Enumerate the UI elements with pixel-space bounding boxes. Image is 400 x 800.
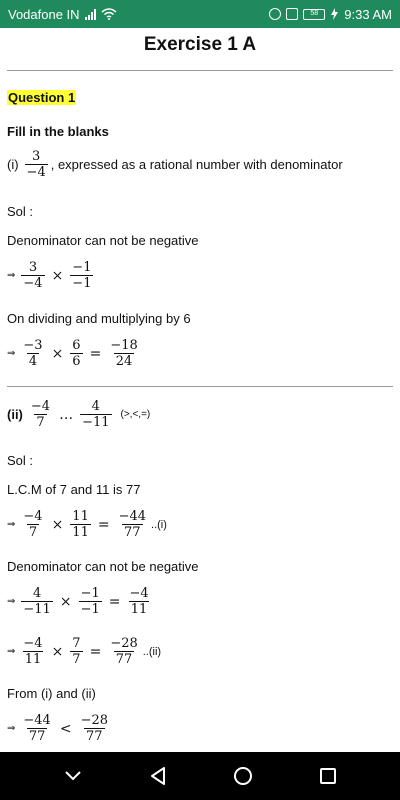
fraction: [70, 338, 82, 369]
chevron-down-icon: [64, 770, 82, 782]
operator: ×: [51, 516, 64, 533]
operator: ×: [59, 593, 72, 610]
operator: ×: [51, 345, 64, 362]
back-button[interactable]: [138, 756, 178, 796]
back-icon: [149, 766, 167, 786]
fraction: [21, 636, 44, 667]
denominator: −4: [23, 276, 43, 291]
part1-note1: Denominator can not be negative: [7, 233, 199, 248]
numerator: −4: [30, 399, 51, 414]
denominator: 11: [130, 602, 148, 617]
numerator: −4: [23, 636, 43, 651]
part1-eq1: [7, 260, 96, 291]
part2-eq2: [7, 586, 154, 617]
denominator: 77: [115, 652, 133, 667]
fraction: [80, 399, 111, 430]
page-title: Exercise 1 A: [143, 34, 257, 55]
equals-sign: =: [89, 345, 102, 362]
numerator: 4: [32, 586, 42, 601]
ellipsis: …: [59, 406, 74, 423]
operator: ×: [51, 267, 64, 284]
part2-label: (ii): [7, 407, 23, 422]
denominator: −11: [23, 602, 51, 617]
wifi-icon: [101, 8, 117, 20]
part2-eq1: [7, 509, 167, 540]
charging-icon: [330, 8, 339, 20]
fraction: [21, 509, 44, 540]
home-icon: [233, 766, 253, 786]
equals-sign: =: [108, 593, 121, 610]
equals-sign: =: [97, 516, 110, 533]
fraction: [70, 260, 93, 291]
status-bar: [0, 0, 400, 28]
status-right: [269, 7, 392, 22]
implies-icon: ⇒: [7, 646, 16, 657]
denominator: 7: [36, 415, 45, 430]
fraction: [29, 399, 52, 430]
numerator: −28: [80, 713, 108, 728]
part2-question: [7, 399, 150, 430]
numerator: −1: [80, 586, 100, 601]
fraction: [21, 586, 52, 617]
denominator: −1: [72, 276, 92, 291]
navigation-bar: [0, 752, 400, 800]
question-label-row: [7, 90, 76, 105]
part1-question: [7, 149, 343, 180]
vibrate-icon: [286, 8, 298, 20]
fraction: [70, 509, 91, 540]
numerator: −1: [72, 260, 92, 275]
part2-sol: Sol :: [7, 453, 34, 468]
numerator: 3: [28, 260, 38, 275]
denominator: 11: [72, 525, 89, 540]
numerator: −28: [110, 636, 138, 651]
numerator: −44: [23, 713, 51, 728]
fraction: [21, 713, 52, 744]
question-label: Question 1: [8, 90, 76, 105]
denominator: −11: [82, 415, 110, 430]
denominator: 4: [28, 354, 38, 369]
equals-sign: =: [89, 643, 102, 660]
numerator: 7: [72, 636, 81, 651]
fraction: [108, 338, 139, 369]
recents-icon: [319, 767, 337, 785]
hide-keyboard-button[interactable]: [53, 756, 93, 796]
fraction: [108, 636, 139, 667]
options-text: (>,<,=): [120, 409, 151, 420]
fraction: [117, 509, 148, 540]
operator: ×: [51, 643, 64, 660]
implies-icon: ⇒: [7, 723, 16, 734]
content-scroll[interactable]: [0, 28, 400, 752]
carrier-name: Vodafone IN: [8, 6, 80, 22]
denominator: 7: [72, 652, 81, 667]
fraction: [70, 636, 82, 667]
equation-tag: ..(ii): [142, 645, 162, 658]
less-than-sign: <: [59, 720, 72, 737]
recents-button[interactable]: [308, 756, 348, 796]
numerator: −44: [118, 509, 147, 524]
part2-eq3: [7, 636, 161, 667]
status-left: [8, 7, 117, 22]
denominator: 7: [28, 525, 38, 540]
battery-icon: 58: [303, 9, 325, 20]
denominator: −1: [80, 602, 100, 617]
denominator: −4: [26, 165, 46, 180]
denominator: 77: [28, 729, 46, 744]
data-saver-icon: [269, 8, 281, 20]
numerator: 3: [31, 149, 41, 164]
divider: [7, 70, 393, 71]
signal-icon: [85, 9, 96, 20]
denominator: 6: [72, 354, 81, 369]
fraction: [79, 586, 102, 617]
implies-icon: ⇒: [7, 596, 16, 607]
numerator: −4: [23, 509, 43, 524]
home-button[interactable]: [223, 756, 263, 796]
numerator: 6: [72, 338, 81, 353]
part1-eq2: [7, 338, 143, 369]
numerator: 4: [91, 399, 100, 414]
denominator: 24: [115, 354, 133, 369]
implies-icon: ⇒: [7, 270, 16, 281]
fraction: [21, 260, 44, 291]
fraction: [127, 586, 150, 617]
lcm-text: L.C.M of 7 and 11 is 77: [7, 482, 141, 497]
clock: 9:33 AM: [344, 6, 392, 22]
numerator: −4: [129, 586, 149, 601]
part2-note: Denominator can not be negative: [7, 559, 199, 574]
implies-icon: ⇒: [7, 348, 16, 359]
divider: [7, 386, 393, 387]
numerator: −18: [110, 338, 138, 353]
fraction: [21, 338, 44, 369]
instruction: Fill in the blanks: [7, 124, 109, 139]
numerator: 11: [72, 509, 89, 524]
part1-text: , expressed as a rational number with denominator: [50, 157, 343, 172]
denominator: 11: [24, 652, 42, 667]
part1-sol: Sol :: [7, 204, 34, 219]
part1-label: (i): [7, 157, 19, 172]
implies-icon: ⇒: [7, 519, 16, 530]
equation-tag: ..(i): [151, 518, 167, 531]
part1-note2: On dividing and multiplying by 6: [7, 311, 191, 326]
numerator: −3: [23, 338, 43, 353]
denominator: 77: [124, 525, 141, 540]
fraction: [79, 713, 110, 744]
denominator: 77: [86, 729, 103, 744]
part2-eq4: [7, 713, 113, 744]
from-text: From (i) and (ii): [7, 686, 96, 701]
fraction: [25, 149, 48, 180]
